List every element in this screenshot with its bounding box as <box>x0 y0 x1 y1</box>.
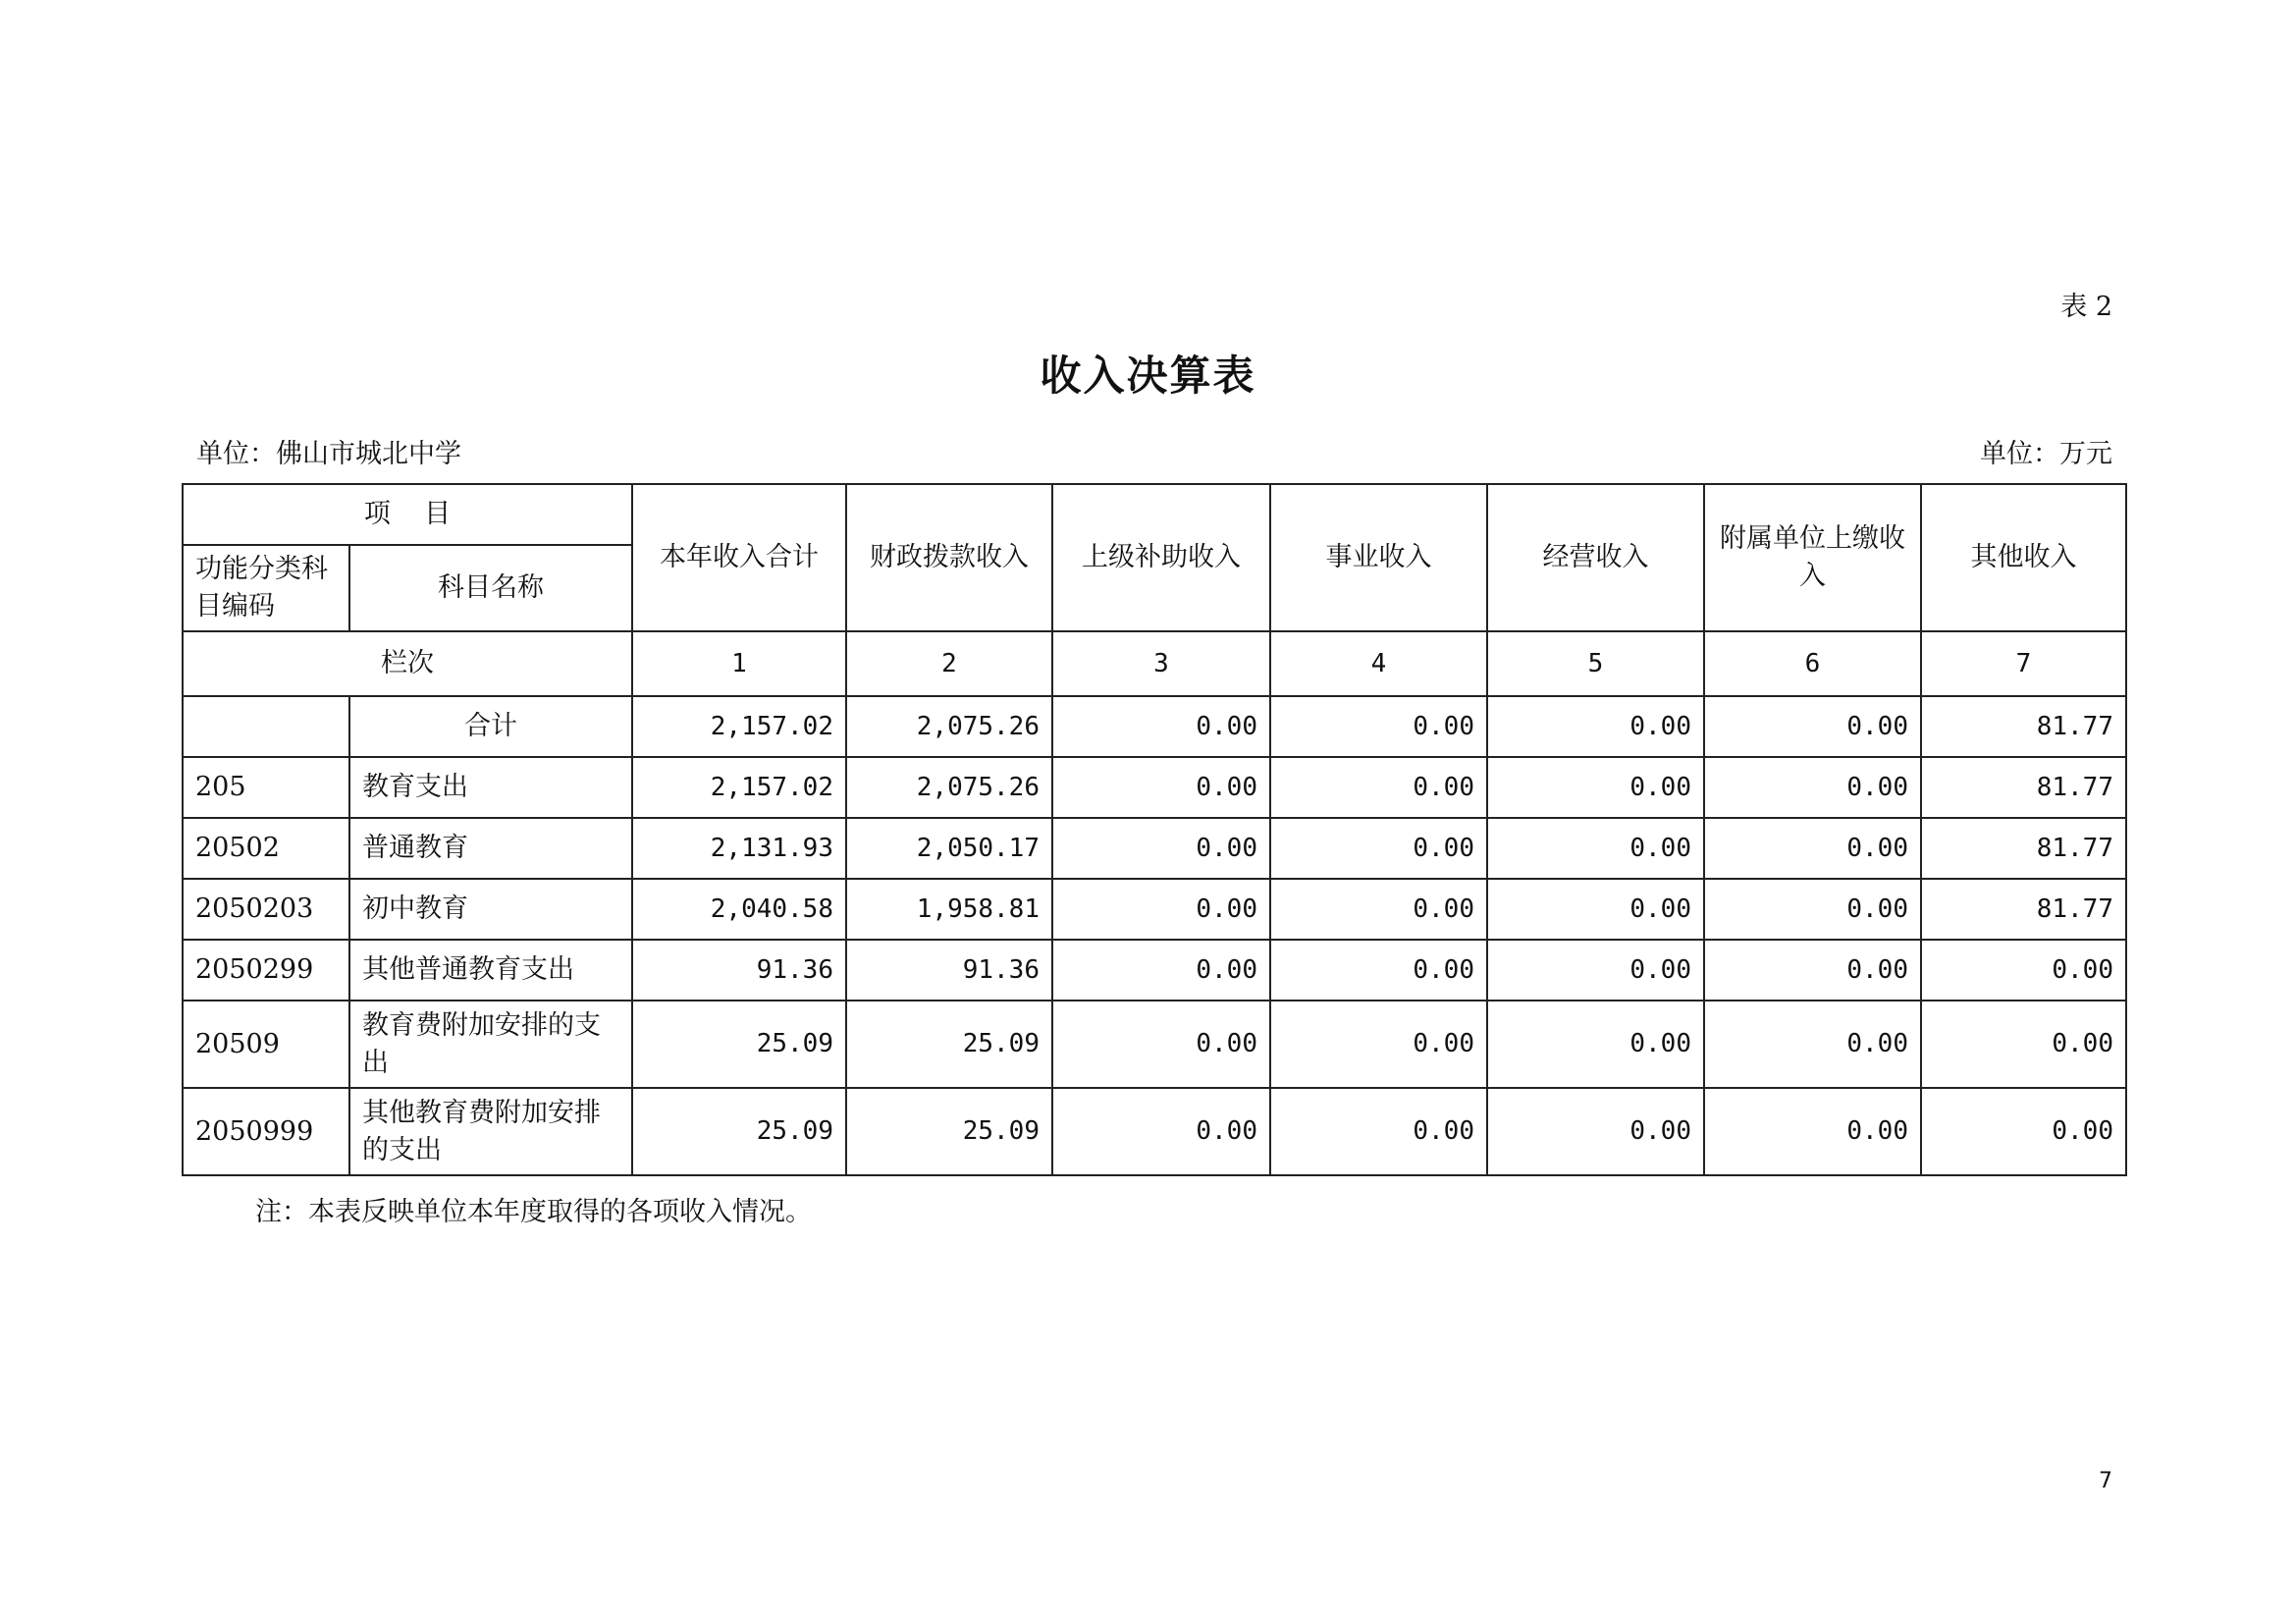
cell-value: 1,958.81 <box>846 879 1052 940</box>
cell-value: 81.77 <box>1921 757 2126 818</box>
reporting-unit: 单位：佛山市城北中学 <box>196 439 461 469</box>
cell-value: 0.00 <box>1704 879 1921 940</box>
table-number: 表 2 <box>2060 292 2112 322</box>
cell-name: 初中教育 <box>349 879 632 940</box>
cell-value: 0.00 <box>1704 940 1921 1001</box>
col-number: 1 <box>632 631 846 696</box>
cell-code: 2050299 <box>183 940 349 1001</box>
cell-value: 0.00 <box>1052 696 1270 757</box>
cell-value: 81.77 <box>1921 879 2126 940</box>
cell-code <box>183 696 349 757</box>
col-number: 6 <box>1704 631 1921 696</box>
cell-value: 0.00 <box>1270 1001 1487 1088</box>
cell-value: 2,157.02 <box>632 696 846 757</box>
table-row <box>183 940 2126 1001</box>
cell-value: 0.00 <box>1704 818 1921 879</box>
cell-value: 0.00 <box>1487 940 1704 1001</box>
header-col-superior: 上级补助收入 <box>1052 484 1270 631</box>
cell-value: 25.09 <box>632 1001 846 1088</box>
table-row-total <box>183 696 2126 757</box>
cell-value: 81.77 <box>1921 696 2126 757</box>
cell-code: 205 <box>183 757 349 818</box>
header-col-other: 其他收入 <box>1921 484 2126 631</box>
cell-value: 0.00 <box>1270 879 1487 940</box>
cell-value: 0.00 <box>1270 818 1487 879</box>
cell-value: 25.09 <box>846 1088 1052 1175</box>
header-row-col-index <box>183 631 2126 696</box>
cell-value: 0.00 <box>1052 818 1270 879</box>
page-title: 收入决算表 <box>1040 352 1256 400</box>
cell-code: 20509 <box>183 1001 349 1088</box>
cell-value: 81.77 <box>1921 818 2126 879</box>
cell-value: 0.00 <box>1921 1088 2126 1175</box>
cell-value: 91.36 <box>846 940 1052 1001</box>
cell-value: 2,157.02 <box>632 757 846 818</box>
header-col-fiscal: 财政拨款收入 <box>846 484 1052 631</box>
cell-value: 0.00 <box>1487 696 1704 757</box>
cell-value: 2,075.26 <box>846 696 1052 757</box>
cell-value: 0.00 <box>1704 696 1921 757</box>
header-col-operating: 经营收入 <box>1487 484 1704 631</box>
table-row <box>183 879 2126 940</box>
cell-value: 0.00 <box>1052 940 1270 1001</box>
cell-value: 0.00 <box>1052 1001 1270 1088</box>
header-col-index-label: 栏次 <box>183 631 632 696</box>
header-code: 功能分类科目编码 <box>183 545 349 631</box>
cell-value: 0.00 <box>1270 940 1487 1001</box>
cell-value: 0.00 <box>1270 1088 1487 1175</box>
cell-value: 0.00 <box>1052 879 1270 940</box>
col-number: 2 <box>846 631 1052 696</box>
cell-code: 2050203 <box>183 879 349 940</box>
cell-value: 0.00 <box>1270 696 1487 757</box>
cell-value: 0.00 <box>1052 1088 1270 1175</box>
header-row-item <box>183 484 2126 545</box>
cell-value: 2,040.58 <box>632 879 846 940</box>
cell-value: 25.09 <box>846 1001 1052 1088</box>
header-name: 科目名称 <box>349 545 632 631</box>
table-row <box>183 1001 2126 1088</box>
cell-value: 0.00 <box>1487 1001 1704 1088</box>
cell-value: 2,131.93 <box>632 818 846 879</box>
header-item: 项 目 <box>183 484 632 545</box>
cell-value: 2,050.17 <box>846 818 1052 879</box>
cell-value: 0.00 <box>1921 1001 2126 1088</box>
cell-name: 其他教育费附加安排的支出 <box>349 1088 632 1175</box>
table-row <box>183 757 2126 818</box>
cell-name: 教育支出 <box>349 757 632 818</box>
cell-value: 0.00 <box>1487 1088 1704 1175</box>
income-final-accounts-table <box>182 483 2127 1176</box>
cell-value: 0.00 <box>1704 1001 1921 1088</box>
cell-name: 合计 <box>349 696 632 757</box>
cell-value: 25.09 <box>632 1088 846 1175</box>
cell-value: 0.00 <box>1052 757 1270 818</box>
cell-name: 其他普通教育支出 <box>349 940 632 1001</box>
cell-value: 2,075.26 <box>846 757 1052 818</box>
cell-value: 0.00 <box>1487 818 1704 879</box>
cell-value: 0.00 <box>1270 757 1487 818</box>
cell-value: 0.00 <box>1704 1088 1921 1175</box>
cell-value: 0.00 <box>1921 940 2126 1001</box>
table-note: 注：本表反映单位本年度取得的各项收入情况。 <box>255 1197 812 1227</box>
cell-name: 普通教育 <box>349 818 632 879</box>
col-number: 3 <box>1052 631 1270 696</box>
table-row <box>183 818 2126 879</box>
col-number: 7 <box>1921 631 2126 696</box>
header-col-total: 本年收入合计 <box>632 484 846 631</box>
page-number: 7 <box>2099 1469 2112 1493</box>
header-col-business: 事业收入 <box>1270 484 1487 631</box>
col-number: 4 <box>1270 631 1487 696</box>
col-number: 5 <box>1487 631 1704 696</box>
currency-unit: 单位：万元 <box>1980 439 2112 469</box>
cell-code: 20502 <box>183 818 349 879</box>
cell-code: 2050999 <box>183 1088 349 1175</box>
cell-value: 0.00 <box>1704 757 1921 818</box>
cell-value: 0.00 <box>1487 879 1704 940</box>
table-row <box>183 1088 2126 1175</box>
cell-value: 91.36 <box>632 940 846 1001</box>
cell-value: 0.00 <box>1487 757 1704 818</box>
cell-name: 教育费附加安排的支出 <box>349 1001 632 1088</box>
header-col-affiliated: 附属单位上缴收入 <box>1704 484 1921 631</box>
